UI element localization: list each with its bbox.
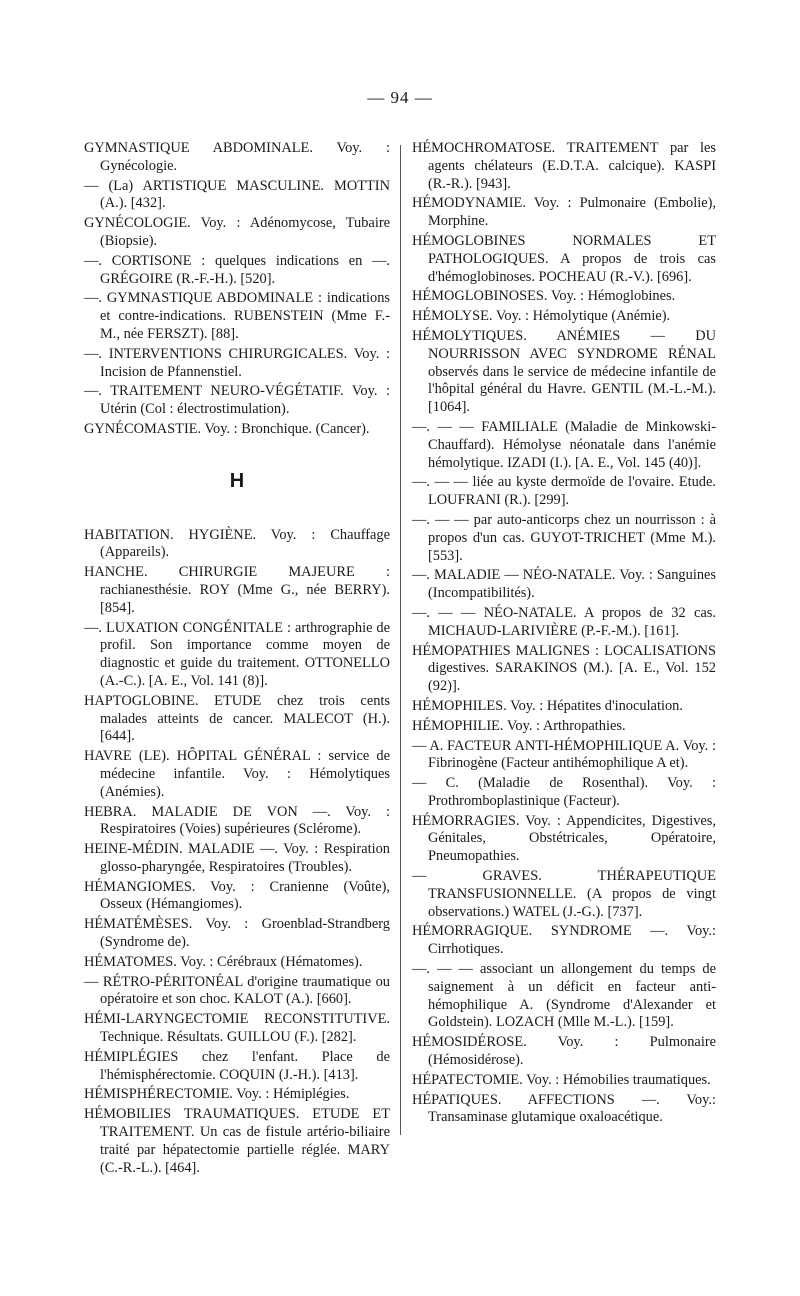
index-entry: HÉMORRAGIQUE. SYNDROME —. Voy.: Cirrhotiques. — [412, 923, 716, 958]
index-entry: — C. (Maladie de Rosenthal). Voy. : Prothromboplastinique (Facteur). — [412, 775, 716, 809]
index-entry: HÉMOCHROMATOSE. TRAITEMENT par les agents chélateurs (E.D.T.A. calcique). KASPI (R.-R.). [943]. — [412, 140, 716, 192]
index-entry: HÉMOGLOBINES NORMALES ET PATHOLOGIQUES. A propos de trois cas d'hémoglobinoses. POCHEAU (R.-V.). [696]. — [412, 232, 716, 285]
index-entry: HANCHE. CHIRURGIE MAJEURE : rachianesthésie. ROY (Mme G., née BERRY). [854]. — [84, 564, 390, 616]
index-entry: HÉMOSIDÉROSE. Voy. : Pulmonaire (Hémosidérose). — [412, 1034, 716, 1069]
index-entry: —. TRAITEMENT NEURO-VÉGÉTATIF. Voy. : Utérin (Col : électrostimulation). — [84, 383, 390, 418]
index-entry: HAVRE (LE). HÔPITAL GÉNÉRAL : service de médecine infantile. Voy. : Hémolytiques (Anémies). — [84, 748, 390, 800]
index-entry: HÉMOPHILES. Voy. : Hépatites d'inoculation. — [412, 697, 683, 714]
index-entry: GYMNASTIQUE ABDOMINALE. Voy. : Gynécologie. — [84, 140, 390, 174]
page-number: — 94 — — [367, 88, 433, 107]
left-column — [84, 140, 390, 1179]
index-entry: HÉMOLYTIQUES. ANÉMIES — DU NOURRISSON AVEC SYNDROME RÉNAL observés dans le service de médecine infantile de l'hôpital général du Havre. GENTIL (M.-L.-M.). [1064]. — [412, 327, 716, 416]
index-entry: HÉMATOMES. Voy. : Cérébraux (Hématomes). — [84, 953, 363, 970]
index-entry: —. — — associant un allongement du temps de saignement à un déficit en facteur anti-hémophilique A. (Syndrome d'Alexander et Goldstein). LOZACH (Mlle M.-L.). [159]. — [412, 961, 716, 1031]
index-entry: — GRAVES. THÉRAPEUTIQUE TRANSFUSIONNELLE. (A propos de vingt observations.) WATEL (J.-G.). [737]. — [412, 868, 716, 920]
column-divider — [400, 145, 401, 1135]
index-entry: — RÉTRO-PÉRITONÉAL d'origine traumatique ou opératoire et son choc. KALOT (A.). [660]. — [84, 973, 390, 1008]
index-entry: —. CORTISONE : quelques indications en —. GRÉGOIRE (R.-F.-H.). [520]. — [84, 252, 390, 287]
index-entry: —. — — liée au kyste dermoïde de l'ovaire. Etude. LOUFRANI (R.). [299]. — [412, 474, 716, 509]
index-entry: HÉMIPLÉGIES chez l'enfant. Place de l'hémisphérectomie. COQUIN (J.-H.). [413]. — [84, 1048, 390, 1083]
index-entry: GYNÉCOMASTIE. Voy. : Bronchique. (Cancer). — [84, 420, 370, 437]
left-entries-h — [84, 527, 390, 1178]
index-entry: HAPTOGLOBINE. ETUDE chez trois cents malades atteints de cancer. MALECOT (H.). [644]. — [84, 692, 390, 745]
index-entry: HÉMATÉMÈSES. Voy. : Groenblad-Strandberg (Syndrome de). — [84, 916, 390, 951]
index-entry: —. MALADIE — NÉO-NATALE. Voy. : Sanguines (Incompatibilités). — [412, 567, 716, 602]
index-entry: HÉPATIQUES. AFFECTIONS —. Voy.: Transaminase glutamique oxaloacétique. — [412, 1091, 716, 1126]
index-entry: HÉMISPHÉRECTOMIE. Voy. : Hémiplégies. — [84, 1086, 350, 1103]
index-entry: HÉMI-LARYNGECTOMIE RECONSTITUTIVE. Technique. Résultats. GUILLOU (F.). [282]. — [84, 1011, 390, 1046]
index-entry: —. — — par auto-anticorps chez un nourrisson : à propos d'un cas. GUYOT-TRICHET (Mme M.). [553]. — [412, 511, 716, 564]
section-letter: H — [229, 469, 245, 492]
index-entry: —. — — NÉO-NATALE. A propos de 32 cas. MICHAUD-LARIVIÈRE (P.-F.-M.). [161]. — [412, 604, 716, 639]
index-entry: HABITATION. HYGIÈNE. Voy. : Chauffage (Appareils). — [84, 526, 390, 561]
index-entry: HEINE-MÉDIN. MALADIE —. Voy. : Respiration glosso-pharyngée, Respiratoires (Troubles). — [84, 841, 390, 875]
left-entries-g — [84, 140, 390, 439]
index-entry: HÉPATECTOMIE. Voy. : Hémobilies traumatiques. — [412, 1071, 711, 1088]
index-entry: —. — — FAMILIALE (Maladie de Minkowski-Chauffard). Hémolyse néonatale dans l'anémie hémolytique. IZADI (I.). [A. E., Vol. 145 (40)]. — [412, 418, 716, 471]
index-entry: HÉMODYNAMIE. Voy. : Pulmonaire (Embolie), Morphine. — [412, 195, 716, 230]
index-entry: HÉMOPATHIES MALIGNES : LOCALISATIONS digestives. SARAKINOS (M.). [A. E., Vol. 152 (92)]. — [412, 642, 716, 695]
right-column — [412, 140, 716, 1129]
index-entry: —. LUXATION CONGÉNITALE : arthrographie de profil. Son importance comme moyen de diagnostic et guide du traitement. OTTONELLO (A.-C.). [A. E., Vol. 141 (8)]. — [84, 619, 390, 689]
index-entry: — (La) ARTISTIQUE MASCULINE. MOTTIN (A.). [432]. — [84, 177, 390, 212]
index-entry: HÉMOPHILIE. Voy. : Arthropathies. — [412, 717, 626, 734]
index-entry: HÉMORRAGIES. Voy. : Appendicites, Digestives, Génitales, Obstétricales, Opératoire, Pneumopathies. — [412, 812, 716, 865]
right-entries — [412, 140, 716, 1127]
index-entry: — A. FACTEUR ANTI-HÉMOPHILIQUE A. Voy. : Fibrinogène (Facteur antihémophilique A et). — [412, 737, 716, 772]
index-entry: HÉMOBILIES TRAUMATIQUES. ETUDE ET TRAITEMENT. Un cas de fistule artério-biliaire traité par hépatectomie partielle réglée. MARY (C.-R.-L.). [464]. — [84, 1106, 390, 1176]
index-entry: HÉMANGIOMES. Voy. : Cranienne (Voûte), Osseux (Hémangiomes). — [84, 878, 390, 913]
index-entry: GYNÉCOLOGIE. Voy. : Adénomycose, Tubaire (Biopsie). — [84, 215, 390, 249]
index-entry: HÉMOGLOBINOSES. Voy. : Hémoglobines. — [412, 288, 676, 305]
index-entry: HÉMOLYSE. Voy. : Hémolytique (Anémie). — [412, 308, 671, 325]
index-entry: —. GYMNASTIQUE ABDOMINALE : indications et contre-indications. RUBENSTEIN (Mme F.-M., née FERSZT). [88]. — [84, 290, 390, 342]
index-entry: HEBRA. MALADIE DE VON —. Voy. : Respiratoires (Voies) supérieures (Sclérome). — [84, 803, 390, 838]
index-entry: —. INTERVENTIONS CHIRURGICALES. Voy. : Incision de Pfannenstiel. — [84, 345, 390, 380]
